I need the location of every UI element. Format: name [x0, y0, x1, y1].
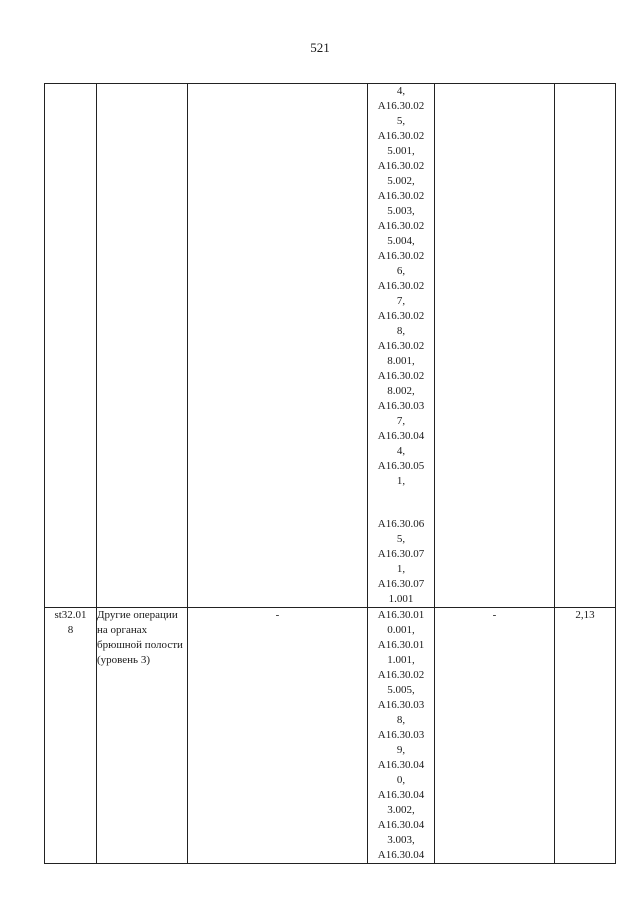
- name-cell: [97, 84, 188, 608]
- table-row: [45, 608, 616, 864]
- name-cell: Другие операции на органах брюшной полости (уровень 3): [97, 608, 188, 864]
- service-code: 5.005,: [387, 684, 415, 696]
- service-code: 5,: [396, 533, 406, 545]
- service-code: A16.30.05: [377, 460, 425, 472]
- services-cell: [368, 608, 435, 864]
- service-code: A16.30.02: [377, 160, 425, 172]
- service-code: 3.003,: [387, 834, 415, 846]
- service-code: 8,: [396, 325, 406, 337]
- service-code: 5.002,: [387, 175, 415, 187]
- service-code: A16.30.02: [377, 250, 425, 262]
- service-code: 8.001,: [387, 355, 415, 367]
- table-row: [45, 84, 616, 608]
- service-code: A16.30.04: [377, 430, 425, 442]
- service-code: A16.30.06: [377, 518, 425, 530]
- service-code: 5,: [396, 115, 406, 127]
- service-code: 1.001,: [387, 654, 415, 666]
- coefficient-cell: 2,13: [555, 608, 616, 864]
- service-code: A16.30.01: [377, 609, 425, 621]
- service-code: 9,: [396, 744, 406, 756]
- blank-gap: [368, 489, 434, 517]
- service-code: A16.30.02: [377, 340, 425, 352]
- service-code: A16.30.07: [377, 548, 425, 560]
- service-code: A16.30.03: [377, 699, 425, 711]
- other-criteria-cell: [435, 84, 555, 608]
- page-number: 521: [310, 40, 330, 55]
- service-code: 7,: [396, 415, 406, 427]
- service-code: A16.30.02: [377, 100, 425, 112]
- service-code: A16.30.04: [377, 849, 425, 861]
- services-cell: [368, 84, 435, 608]
- diagnosis-cell: -: [188, 608, 368, 864]
- service-code: 4,: [396, 85, 406, 97]
- service-code: 1.001: [388, 593, 414, 605]
- service-code: 5.001,: [387, 145, 415, 157]
- service-code: 4,: [396, 445, 406, 457]
- other-criteria-cell: -: [435, 608, 555, 864]
- service-code: A16.30.04: [377, 759, 425, 771]
- service-code: A16.30.01: [377, 639, 425, 651]
- service-code: A16.30.02: [377, 370, 425, 382]
- service-code: A16.30.03: [377, 729, 425, 741]
- service-code: A16.30.02: [377, 280, 425, 292]
- service-code: 3.002,: [387, 804, 415, 816]
- service-code: A16.30.04: [377, 789, 425, 801]
- service-code: 0.001,: [387, 624, 415, 636]
- service-code: 5.004,: [387, 235, 415, 247]
- service-code: 7,: [396, 295, 406, 307]
- service-code: A16.30.02: [377, 669, 425, 681]
- service-code: A16.30.07: [377, 578, 425, 590]
- service-code: 0,: [396, 774, 406, 786]
- service-code: 6,: [396, 265, 406, 277]
- coefficient-cell: [555, 84, 616, 608]
- service-code: 8.002,: [387, 385, 415, 397]
- service-code: A16.30.02: [377, 190, 425, 202]
- code-text: st32.01: [54, 609, 87, 621]
- code-text: 8: [67, 624, 74, 636]
- service-code: 8,: [396, 714, 406, 726]
- service-code: 5.003,: [387, 205, 415, 217]
- service-code: 1,: [396, 563, 406, 575]
- tariff-table: [44, 83, 616, 864]
- service-code: A16.30.02: [377, 310, 425, 322]
- code-cell: [45, 608, 97, 864]
- code-cell: [45, 84, 97, 608]
- service-code: A16.30.04: [377, 819, 425, 831]
- diagnosis-cell: [188, 84, 368, 608]
- service-code: A16.30.03: [377, 400, 425, 412]
- service-code: 1,: [396, 475, 406, 487]
- service-code: A16.30.02: [377, 220, 425, 232]
- service-code: A16.30.02: [377, 130, 425, 142]
